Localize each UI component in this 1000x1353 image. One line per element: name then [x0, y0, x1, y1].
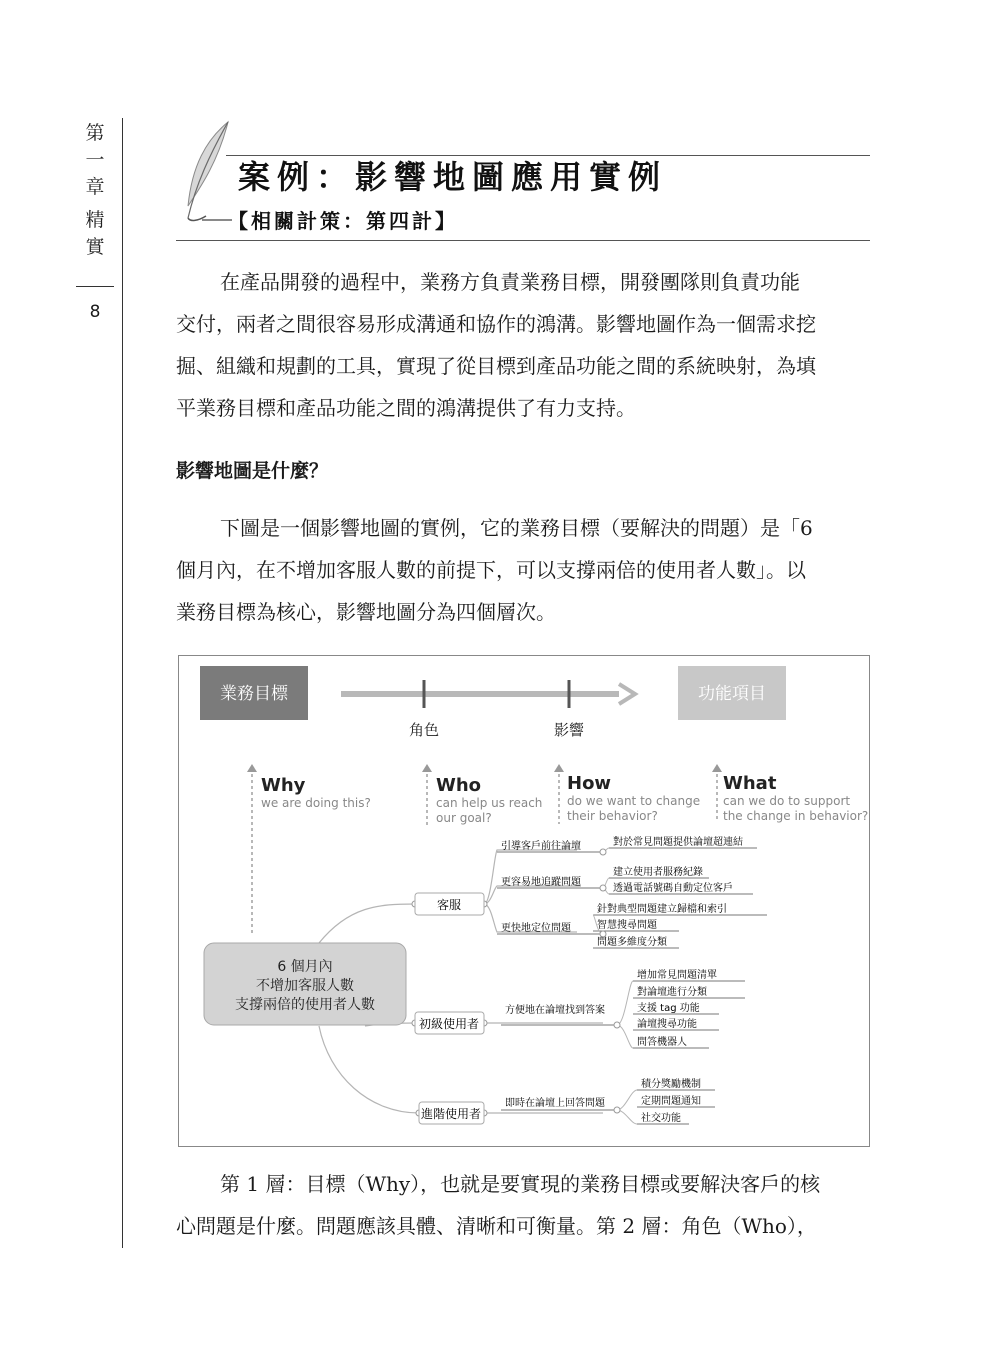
impact-label: 更容易地追蹤問題 [501, 877, 581, 888]
chapter-char: 一 [85, 149, 105, 171]
text-line: 交付，兩者之間很容易形成溝通和協作的鴻溝。影響地圖作為一個需求挖 [176, 312, 816, 336]
column-title-how: How [567, 773, 612, 794]
up-arrow-icon [247, 764, 257, 772]
intro-paragraph [176, 261, 871, 429]
up-arrow-icon [554, 764, 564, 772]
impact-label: 更快地定位問題 [501, 923, 571, 934]
feature-item: 建立使用者服務紀錄 [613, 867, 703, 878]
column-desc: can help us reach [436, 796, 543, 810]
column-desc: do we want to change [567, 794, 701, 808]
section-heading: 影響地圖是什麼？ [176, 460, 329, 482]
tick-label-impact: 影響 [553, 721, 585, 739]
chapter-char: 精 [85, 209, 105, 231]
feature-item: 透過電話號碼自動定位客戶 [613, 883, 733, 894]
feature-item: 定期問題通知 [641, 1096, 701, 1107]
page-number-divider [76, 286, 114, 287]
goal-line: 支撐兩倍的使用者人數 [235, 997, 375, 1013]
chapter-char: 實 [85, 236, 105, 258]
column-title-who: Who [436, 775, 482, 796]
column-desc: their behavior? [567, 809, 658, 823]
role-label: 初級使用者 [418, 1017, 480, 1031]
up-arrow-icon [712, 764, 722, 772]
impact-map-figure [178, 655, 870, 1147]
feature-item: 對論壇進行分類 [637, 987, 707, 998]
feature-label: 功能項目 [698, 684, 766, 704]
column-desc: our goal? [436, 811, 492, 825]
goal-line: 6 個月內 [277, 959, 333, 975]
business-goal-label: 業務目標 [220, 684, 288, 704]
text-line: 下圖是一個影響地圖的實例，它的業務目標（要解決的問題）是「6 [220, 516, 813, 540]
impact-label: 即時在論壇上回答問題 [505, 1098, 605, 1109]
tick-label-role: 角色 [408, 721, 440, 739]
text-line: 心問題是什麼。問題應該具體、清晰和可衡量。第 2 層：角色（Who）， [176, 1214, 817, 1238]
impact-label: 引導客戶前往論壇 [501, 841, 581, 852]
text-line: 平業務目標和產品功能之間的鴻溝提供了有力支持。 [176, 396, 636, 420]
column-desc: the change in behavior? [723, 809, 869, 823]
column-title-why: Why [261, 775, 306, 796]
text-line: 業務目標為核心，影響地圖分為四個層次。 [176, 600, 556, 624]
text-line: 第 1 層：目標（Why），也就是要實現的業務目標或要解決客戶的核 [220, 1172, 821, 1196]
margin-rule [122, 118, 123, 1248]
column-title-what: What [723, 773, 777, 794]
title-bottom-rule [176, 240, 870, 241]
body-paragraph [176, 507, 871, 633]
feature-item: 社交功能 [641, 1113, 681, 1124]
section-title: 案例：影響地圖應用實例 [238, 158, 668, 196]
feature-item: 增加常見問題清單 [637, 970, 717, 981]
feature-item: 針對典型問題建立歸檔和索引 [597, 904, 727, 915]
progress-arrow-head [619, 684, 635, 704]
text-line: 個月內，在不增加客服人數的前提下，可以支撐兩倍的使用者人數」。以 [176, 558, 806, 582]
text-line: 掘、組織和規劃的工具，實現了從目標到產品功能之間的系統映射，為填 [176, 354, 816, 378]
impact-label: 方便地在論壇找到答案 [505, 1005, 605, 1016]
chapter-char: 章 [85, 176, 105, 198]
feature-item: 積分獎勵機制 [641, 1079, 701, 1090]
feature-item: 問題多維度分類 [597, 937, 667, 948]
section-subtitle: 【相關計策：第四計】 [228, 209, 458, 233]
column-desc: can we do to support [723, 794, 851, 808]
role-label: 客服 [436, 898, 462, 912]
role-label: 進階使用者 [420, 1107, 482, 1121]
quill-icon [176, 118, 236, 226]
up-arrow-icon [422, 764, 432, 772]
tail-paragraph [176, 1163, 871, 1247]
feature-item: 論壇搜尋功能 [637, 1019, 697, 1030]
feature-item: 智慧搜尋問題 [597, 920, 657, 931]
feature-item: 對於常見問題提供論壇超連結 [613, 837, 743, 848]
feature-item: 問答機器人 [637, 1037, 687, 1048]
column-desc: we are doing this? [261, 796, 371, 810]
page-number: 8 [89, 302, 101, 322]
text-line: 在產品開發的過程中，業務方負責業務目標，開發團隊則負責功能 [220, 270, 800, 294]
goal-line: 不增加客服人數 [256, 978, 354, 994]
chapter-char: 第 [85, 122, 105, 144]
feature-item: 支援 tag 功能 [637, 1003, 700, 1014]
